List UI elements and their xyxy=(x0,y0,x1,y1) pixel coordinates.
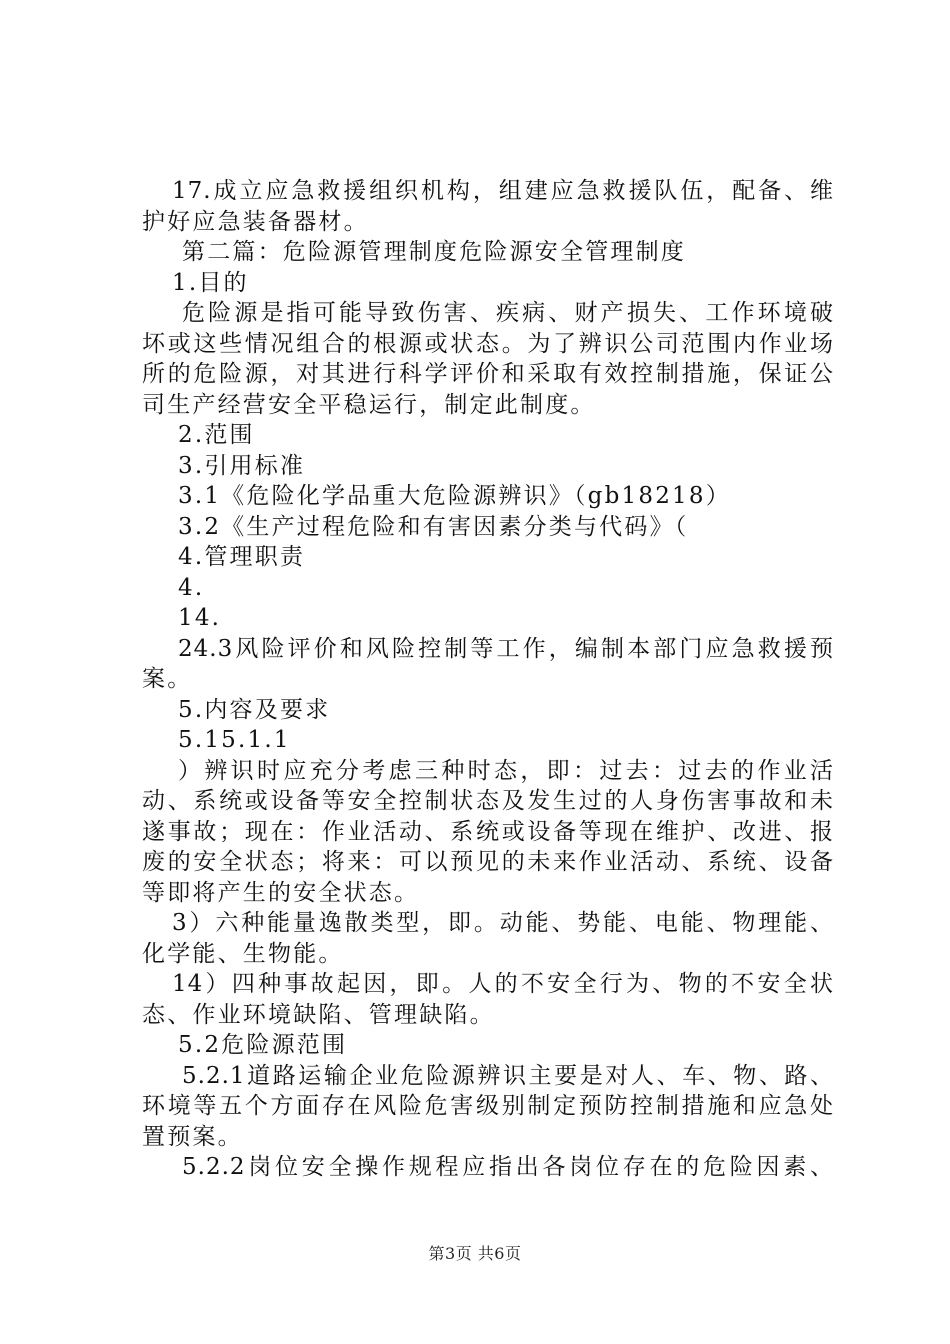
text-line: 5.2.2岗位安全操作规程应指出各岗位存在的危险因素、 xyxy=(182,1154,834,1180)
text-line: 14. xyxy=(178,605,222,631)
text-line: 态、作业环境缺陷、管理缺陷。 xyxy=(142,1001,495,1028)
section-heading: 5.2危险源范围 xyxy=(178,1032,348,1058)
page-number-footer: 第3页 共6页 xyxy=(428,1244,522,1263)
text-line: 司生产经营安全平稳运行，制定此制度。 xyxy=(142,391,596,418)
section-heading: 2.范围 xyxy=(178,422,255,448)
text-line: 24.3风险评价和风险控制等工作，编制本部门应急救援预 xyxy=(178,635,834,662)
text-line: 环境等五个方面存在风险危害级别制定预防控制措施和应急处 xyxy=(142,1093,834,1119)
section-heading: 1.目的 xyxy=(172,269,249,296)
text-line: 化学能、生物能。 xyxy=(142,940,344,967)
text-line: 3.1《危险化学品重大危险源辨识》（gb18218） xyxy=(178,483,731,509)
text-line: 所的危险源，对其进行科学评价和采取有效控制措施，保证公 xyxy=(142,361,834,387)
document-body xyxy=(142,176,834,1183)
section-heading: 第二篇：危险源管理制度危险源安全管理制度 xyxy=(182,239,686,265)
text-line: 14）四种事故起因，即。人的不安全行为、物的不安全状 xyxy=(172,971,834,997)
text-line: 危险源是指可能导致伤害、疾病、财产损失、工作环境破 xyxy=(182,300,834,326)
text-line: 3）六种能量逸散类型，即。动能、势能、电能、物理能、 xyxy=(172,910,834,936)
section-heading: 5.内容及要求 xyxy=(178,696,331,723)
text-line: 护好应急装备器材。 xyxy=(142,208,369,235)
text-line: 废的安全状态；将来：可以预见的未来作业活动、系统、设备 xyxy=(142,849,834,875)
text-line: 坏或这些情况组合的根源或状态。为了辨识公司范围内作业场 xyxy=(142,330,834,357)
text-line: 等即将产生的安全状态。 xyxy=(142,879,420,906)
text-line: 4. xyxy=(178,574,205,601)
text-line: 遂事故；现在：作业活动、系统或设备等现在维护、改进、报 xyxy=(142,818,834,845)
text-line: 5.15.1.1 xyxy=(178,727,291,753)
section-heading: 4.管理职责 xyxy=(178,544,306,570)
text-line: 5.2.1道路运输企业危险源辨识主要是对人、车、物、路、 xyxy=(182,1062,834,1089)
text-line: ）辨识时应充分考虑三种时态，即：过去：过去的作业活 xyxy=(178,757,834,784)
section-heading: 3.引用标准 xyxy=(178,452,306,479)
text-line: 17.成立应急救援组织机构，组建应急救援队伍，配备、维 xyxy=(172,178,834,204)
text-line: 3.2《生产过程危险和有害因素分类与代码》（ xyxy=(178,513,689,540)
text-line: 动、系统或设备等安全控制状态及发生过的人身伤害事故和未 xyxy=(142,788,834,814)
text-line: 置预案。 xyxy=(142,1123,243,1150)
text-line: 案。 xyxy=(142,666,193,692)
